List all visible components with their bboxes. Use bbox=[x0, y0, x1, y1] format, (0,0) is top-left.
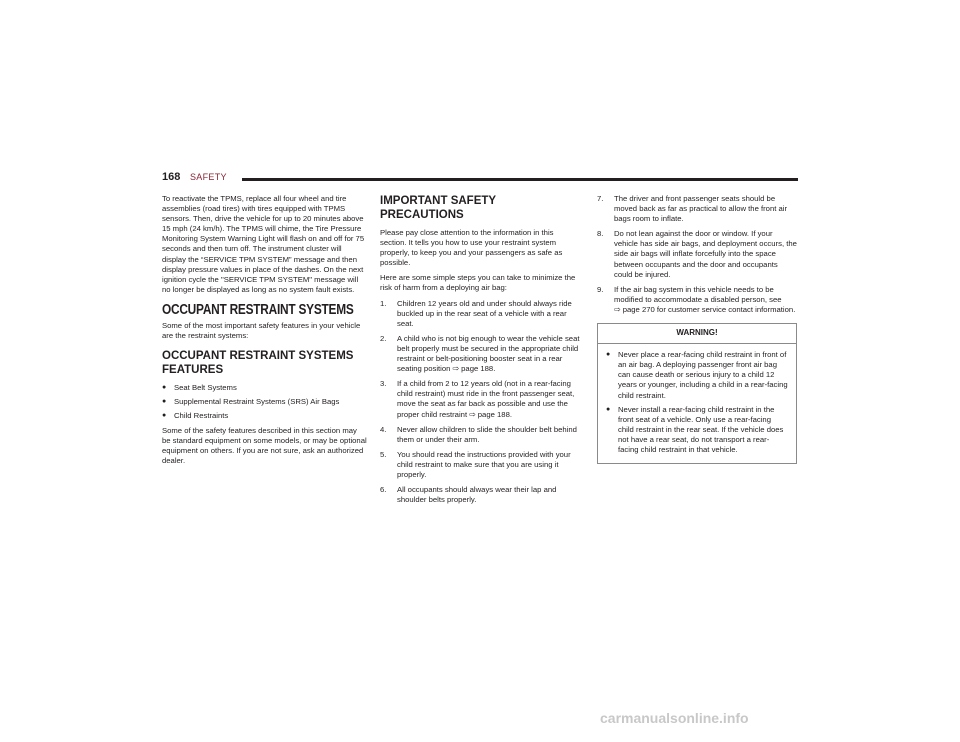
list-item: ● Supplemental Restraint Systems (SRS) Air Bags bbox=[162, 397, 367, 407]
intro-paragraph: To reactivate the TPMS, replace all four wheel and tire assemblies (road tires) with tires equipped with TPMS sensors. Then, drive the vehicle for up to 20 minutes above 15 mph (24 km/h). The TPMS will chime, the Tire Pressure Monitoring System Warning Light will flash on and off for 75 seconds and then turn off. The instrument cluster will display the “SERVICE TPM SYSTEM” message and then display pressure values in place of the dashes. On the next ignition cycle the "SERVICE TPM SYSTEM" message will no longer be displayed as long as no system fault exists. bbox=[162, 194, 365, 294]
item-text: Do not lean against the door or window. If your vehicle has side air bags, and deployment occurs, the side air bags will inflate forcefully into the space between occupants and the door and occupants could be injured. bbox=[614, 229, 797, 279]
item-number: 1. bbox=[380, 298, 387, 308]
list-item bbox=[597, 285, 797, 315]
item-text: A child who is not big enough to wear the vehicle seat belt properly must be secured in the appropriate child restraint or belt-positioning booster seat in a rear seating position bbox=[397, 333, 580, 374]
item-number: 7. bbox=[597, 194, 604, 203]
warning-title: WARNING! bbox=[598, 324, 796, 344]
item-text: Children 12 years old and under should always ride buckled up in the rear seat of a vehicle with a rear seat. bbox=[397, 298, 572, 328]
precautions-steps-intro: Here are some simple steps you can take to minimize the risk of harm from a deploying air bag: bbox=[380, 273, 576, 293]
header-rule bbox=[242, 178, 798, 181]
list-item: ● Seat Belt Systems bbox=[162, 383, 367, 393]
page-header bbox=[162, 171, 798, 187]
column-right bbox=[597, 194, 797, 464]
page-number: 168 bbox=[162, 171, 181, 183]
item-number: 2. bbox=[380, 333, 387, 343]
list-item bbox=[380, 299, 580, 329]
list-item bbox=[380, 425, 580, 445]
item-number: 5. bbox=[380, 449, 387, 459]
features-subheading: OCCUPANT RESTRAINT SYSTEMS FEATURES bbox=[162, 350, 354, 377]
item-number: 9. bbox=[597, 284, 604, 294]
item-number: 3. bbox=[380, 379, 387, 389]
precautions-list bbox=[380, 299, 580, 506]
list-item bbox=[597, 229, 797, 279]
page-reference-link[interactable]: page 188. bbox=[477, 409, 512, 419]
column-middle bbox=[380, 194, 580, 510]
precautions-intro: Please pay close attention to the information in this section. It tells you how to use your restraint system properly, to keep you and your passengers as safe as possible. bbox=[380, 228, 563, 268]
list-item: ● Never place a rear-facing child restraint in front of an air bag. A deploying passenger front air bag can cause death or serious injury to a child 12 years or younger, including a child in a rear-facing child restraint. bbox=[606, 350, 788, 400]
list-item: ● Never install a rear-facing child restraint in the front seat of a vehicle. Only use a rear-facing child restraint in the rear seat. If the vehicle does not have a rear seat, do not transport a rear-facing child restraint in that vehicle. bbox=[606, 405, 788, 455]
item-text: Never allow children to slide the shoulder belt behind them or under their arm. bbox=[397, 424, 577, 444]
item-number: 4. bbox=[380, 424, 387, 434]
warning-list bbox=[606, 350, 788, 455]
watermark: carmanualsonline.info bbox=[600, 710, 749, 726]
precautions-list-continued bbox=[597, 194, 797, 315]
optional-equipment-paragraph: Some of the safety features described in this section may be standard equipment on some models, or may be optional equipment on others. If you are not sure, ask an authorized dealer. bbox=[162, 425, 367, 465]
warning-body bbox=[598, 344, 796, 463]
list-item bbox=[380, 334, 580, 374]
list-item bbox=[597, 194, 797, 224]
precautions-heading: IMPORTANT SAFETY PRECAUTIONS bbox=[380, 195, 496, 221]
restraint-intro-paragraph: Some of the most important safety features in your vehicle are the restraint systems: bbox=[162, 321, 361, 341]
arrow-icon: ⇨ bbox=[614, 304, 621, 314]
item-text: All occupants should always wear their lap and shoulder belts properly. bbox=[397, 485, 557, 505]
item-text: The driver and front passenger seats should be moved back as far as practical to allow the front air bags room to inflate. bbox=[614, 194, 788, 224]
section-name: SAFETY bbox=[190, 172, 227, 182]
arrow-icon: ⇨ bbox=[452, 364, 460, 374]
item-text: If a child from 2 to 12 years old (not in a rear-facing child restraint) must ride in the front passenger seat, move the seat as far back as possible and use the proper child restraint bbox=[397, 379, 575, 419]
page-reference-link[interactable]: page 270 for customer service contact information. bbox=[622, 304, 796, 314]
features-list bbox=[162, 383, 367, 421]
page-reference-link[interactable]: page 188. bbox=[461, 364, 496, 374]
list-item bbox=[380, 485, 580, 505]
column-left bbox=[162, 194, 367, 471]
item-text: You should read the instructions provided with your child restraint to make sure that you are using it properly. bbox=[397, 449, 571, 479]
list-item: ● Child Restraints bbox=[162, 411, 367, 421]
section-heading: OCCUPANT RESTRAINT SYSTEMS bbox=[162, 301, 354, 318]
list-item bbox=[380, 450, 580, 480]
item-number: 8. bbox=[597, 229, 604, 239]
item-text: If the air bag system in this vehicle needs to be modified to accommodate a disabled person, see bbox=[614, 284, 782, 304]
list-item bbox=[380, 379, 580, 419]
warning-box bbox=[597, 323, 797, 464]
arrow-icon: ⇨ bbox=[469, 409, 476, 419]
item-number: 6. bbox=[380, 485, 387, 495]
